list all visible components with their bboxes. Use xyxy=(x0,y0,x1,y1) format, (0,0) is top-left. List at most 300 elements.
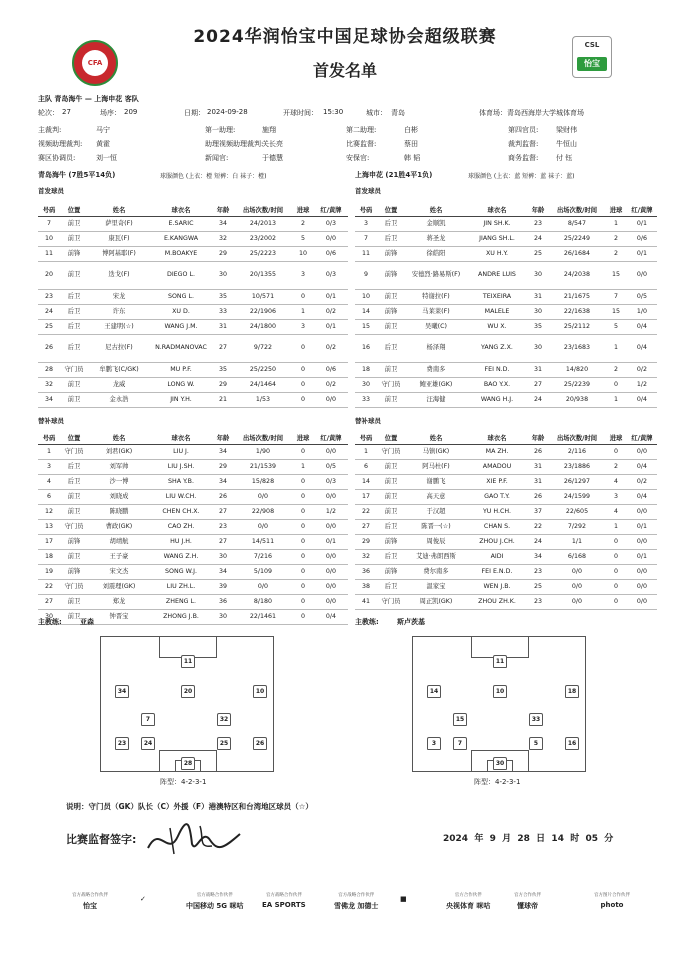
table-cell: 33 xyxy=(355,392,377,407)
table-cell: 34 xyxy=(38,392,60,407)
player-shirt: 33 xyxy=(529,713,543,726)
player-shirt: 30 xyxy=(493,757,507,770)
official-role: 商务监督: xyxy=(508,154,539,162)
table-cell: 守门员 xyxy=(60,444,88,459)
table-cell: 20/938 xyxy=(549,392,605,407)
official-role: 第一助理: xyxy=(205,126,236,134)
table-cell: BAO Y.X. xyxy=(467,377,527,392)
table-cell: 10 xyxy=(292,246,314,261)
player-shirt: 34 xyxy=(115,685,129,698)
table-cell: 杨泽翔 xyxy=(405,334,467,362)
table-cell: 0 xyxy=(292,549,314,564)
table-cell: 前卫 xyxy=(60,594,88,609)
signature-label: 比赛监督签字: xyxy=(66,833,137,846)
table-cell: 5 xyxy=(292,231,314,246)
table-cell: 2 xyxy=(605,459,627,474)
table-cell: 23 xyxy=(527,564,549,579)
table-cell: XIE P.F. xyxy=(467,474,527,489)
table-cell: 0/0 xyxy=(314,564,348,579)
table-cell: LONG W. xyxy=(150,377,212,392)
table-cell: 徐皓阳 xyxy=(405,246,467,261)
table-row xyxy=(355,564,657,579)
sponsor-logo xyxy=(594,892,630,909)
table-cell: 王建明(☆) xyxy=(88,319,150,334)
table-cell: 0 xyxy=(292,362,314,377)
table-cell: 29 xyxy=(355,534,377,549)
table-cell: 24/1599 xyxy=(549,489,605,504)
official-role: 第二助理: xyxy=(346,126,377,134)
sponsor-mark: photo xyxy=(600,901,624,909)
table-cell: 26 xyxy=(212,489,234,504)
table-cell: 23 xyxy=(527,594,549,609)
table-cell: 19 xyxy=(38,564,60,579)
table-cell: 金永浩 xyxy=(88,392,150,407)
table-cell: FEI N.D. xyxy=(467,362,527,377)
column-header: 号码 xyxy=(355,204,377,216)
table-row xyxy=(38,489,348,504)
table-cell: 5/109 xyxy=(234,564,292,579)
legend-note: 说明：守门员（GK）队长（C）外援（F）港澳特区和台湾地区球员（☆） xyxy=(66,802,313,811)
player-shirt: 16 xyxy=(565,737,579,750)
table-cell: 41 xyxy=(355,594,377,609)
column-header: 年龄 xyxy=(212,204,234,216)
table-cell: 0 xyxy=(292,564,314,579)
table-row xyxy=(38,594,348,609)
table-row xyxy=(38,246,348,261)
table-cell: 30 xyxy=(212,261,234,289)
table-row xyxy=(355,549,657,564)
column-header: 进球 xyxy=(292,432,314,444)
page-title: 2024华润怡宝中国足球协会超级联赛 xyxy=(193,27,497,47)
table-cell: 32 xyxy=(38,377,60,392)
table-cell: 前锋 xyxy=(377,304,405,319)
table-row xyxy=(38,459,348,474)
home-subs-table xyxy=(38,432,348,625)
official-name: 付 钰 xyxy=(556,154,573,162)
table-row xyxy=(355,579,657,594)
table-cell: 0 xyxy=(605,564,627,579)
table-cell: AIDI xyxy=(467,549,527,564)
table-cell: E.SARIC xyxy=(150,216,212,231)
table-cell: 30 xyxy=(527,334,549,362)
table-cell: 0/3 xyxy=(314,216,348,231)
column-header: 红/黄牌 xyxy=(314,204,348,216)
player-shirt: 15 xyxy=(453,713,467,726)
table-cell: 0/3 xyxy=(314,474,348,489)
table-cell: 28 xyxy=(38,362,60,377)
table-cell: 2 xyxy=(605,246,627,261)
table-cell: 0 xyxy=(292,444,314,459)
table-cell: 马镇(GK) xyxy=(405,444,467,459)
official-name: 关长亮 xyxy=(262,140,283,148)
table-cell: 0/0 xyxy=(627,594,657,609)
column-header: 球衣名 xyxy=(467,204,527,216)
table-cell: 胡靖航 xyxy=(88,534,150,549)
home-starters-label: 首发球员 xyxy=(38,187,64,195)
game-label: 场序： xyxy=(100,109,121,117)
table-cell: 宋龙 xyxy=(88,289,150,304)
table-cell: 20 xyxy=(38,261,60,289)
table-cell: 10 xyxy=(38,231,60,246)
sponsor-logo xyxy=(186,892,244,911)
sponsor-mark: ✓ xyxy=(140,895,146,903)
table-cell: 24/1800 xyxy=(234,319,292,334)
csl-logo xyxy=(572,36,612,78)
table-cell: 30 xyxy=(212,549,234,564)
player-shirt: 11 xyxy=(181,655,195,668)
table-cell: 0/0 xyxy=(314,231,348,246)
table-cell: 26/1684 xyxy=(549,246,605,261)
table-cell: 27 xyxy=(355,519,377,534)
table-cell: 刘军帅 xyxy=(88,459,150,474)
table-cell: 34 xyxy=(212,474,234,489)
table-cell: MALELE xyxy=(467,304,527,319)
table-cell: XU D. xyxy=(150,304,212,319)
table-cell: 0/2 xyxy=(627,362,657,377)
table-cell: 前卫 xyxy=(60,549,88,564)
table-cell: 30 xyxy=(527,261,549,289)
table-cell: 14 xyxy=(355,304,377,319)
table-row xyxy=(355,231,657,246)
table-cell: 3 xyxy=(38,459,60,474)
table-cell: 前卫 xyxy=(377,459,405,474)
away-starters-label: 首发球员 xyxy=(355,187,381,195)
sponsor-mark: 懂球帝 xyxy=(517,902,538,910)
table-cell: 艾迪·弗朗西斯 xyxy=(405,549,467,564)
table-cell: 1/2 xyxy=(314,504,348,519)
away-kit: 球服颜色 (上衣：蓝 短裤：蓝 袜子：蓝) xyxy=(468,173,575,180)
table-cell: 26 xyxy=(38,334,60,362)
table-cell: 0 xyxy=(292,392,314,407)
home-coach: 亚森 xyxy=(80,618,94,626)
table-cell: 前卫 xyxy=(377,489,405,504)
table-cell: 36 xyxy=(212,594,234,609)
table-cell: 前卫 xyxy=(377,289,405,304)
table-cell: 萨里奇(F) xyxy=(88,216,150,231)
table-cell: 0/0 xyxy=(549,594,605,609)
table-cell: 18 xyxy=(355,362,377,377)
table-cell: 后卫 xyxy=(377,549,405,564)
column-header: 红/黄牌 xyxy=(627,432,657,444)
table-cell: 0/2 xyxy=(314,377,348,392)
table-cell: 曹政(GK) xyxy=(88,519,150,534)
column-header: 号码 xyxy=(38,204,60,216)
table-cell: 1 xyxy=(605,216,627,231)
table-cell: 宋文杰 xyxy=(88,564,150,579)
table-cell: 1 xyxy=(38,444,60,459)
table-cell: ZHONG J.B. xyxy=(150,609,212,624)
table-cell: CHEN CH.X. xyxy=(150,504,212,519)
official-name: 牛恒山 xyxy=(556,140,577,148)
table-cell: 1 xyxy=(605,519,627,534)
table-cell: 0/0 xyxy=(627,444,657,459)
table-cell: 17 xyxy=(38,534,60,549)
table-cell: 23 xyxy=(212,519,234,534)
table-cell: 33 xyxy=(212,304,234,319)
table-cell: 7/216 xyxy=(234,549,292,564)
table-cell: 2/116 xyxy=(549,444,605,459)
table-cell: 34 xyxy=(212,564,234,579)
table-cell: 6/168 xyxy=(549,549,605,564)
table-cell: 22/1906 xyxy=(234,304,292,319)
table-cell: 前卫 xyxy=(60,609,88,624)
table-row xyxy=(38,579,348,594)
player-shirt: 18 xyxy=(565,685,579,698)
table-cell: JIANG SH.L. xyxy=(467,231,527,246)
player-shirt: 24 xyxy=(141,737,155,750)
table-cell: 0/0 xyxy=(314,549,348,564)
table-row xyxy=(355,319,657,334)
player-shirt: 11 xyxy=(493,655,507,668)
table-cell: 安德烈·路易斯(F) xyxy=(405,261,467,289)
table-cell: 20/1355 xyxy=(234,261,292,289)
table-cell: SONG L. xyxy=(150,289,212,304)
table-cell: 7 xyxy=(605,289,627,304)
table-cell: E.KANGWA xyxy=(150,231,212,246)
table-cell: 前锋 xyxy=(60,564,88,579)
table-cell: 15 xyxy=(605,304,627,319)
table-cell: 后卫 xyxy=(60,319,88,334)
table-cell: 1 xyxy=(292,459,314,474)
table-cell: 0 xyxy=(292,534,314,549)
table-cell: FEI E.N.D. xyxy=(467,564,527,579)
table-cell: 康瓦(F) xyxy=(88,231,150,246)
table-cell: 鲍亚雄(GK) xyxy=(405,377,467,392)
table-cell: 前锋 xyxy=(60,246,88,261)
table-cell: 12 xyxy=(38,504,60,519)
table-cell: 1 xyxy=(292,304,314,319)
table-cell: SONG W.J. xyxy=(150,564,212,579)
table-cell: 30 xyxy=(527,304,549,319)
table-cell: 刘君(GK) xyxy=(88,444,150,459)
table-cell: 13 xyxy=(38,519,60,534)
table-cell: 0 xyxy=(605,377,627,392)
city-value: 青岛 xyxy=(391,109,405,117)
table-cell: 后卫 xyxy=(60,289,88,304)
table-cell: 36 xyxy=(355,564,377,579)
sponsor-logo xyxy=(262,892,306,909)
table-cell: 0/0 xyxy=(234,519,292,534)
table-row xyxy=(355,474,657,489)
table-cell: 0/5 xyxy=(314,459,348,474)
official-role: 主裁判: xyxy=(38,126,62,134)
table-cell: 守门员 xyxy=(60,579,88,594)
official-name: 黄霍 xyxy=(96,140,110,148)
table-cell: 23/2002 xyxy=(234,231,292,246)
table-cell: 尼古拉(F) xyxy=(88,334,150,362)
official-name: 韩 韬 xyxy=(404,154,421,162)
table-cell: 0 xyxy=(292,504,314,519)
table-cell: 26 xyxy=(527,444,549,459)
table-cell: WANG J.M. xyxy=(150,319,212,334)
table-row xyxy=(38,231,348,246)
table-row xyxy=(38,549,348,564)
table-cell: 22 xyxy=(355,504,377,519)
table-cell: 5 xyxy=(605,319,627,334)
table-cell: 24/2038 xyxy=(549,261,605,289)
table-cell: LIU J. xyxy=(150,444,212,459)
official-role: 新闻官: xyxy=(205,154,229,162)
table-cell: 24 xyxy=(527,534,549,549)
table-cell: 1/0 xyxy=(627,304,657,319)
table-cell: 0/6 xyxy=(627,231,657,246)
away-coach-label: 主教练: xyxy=(355,618,379,626)
table-row xyxy=(355,594,657,609)
table-cell: 24 xyxy=(527,231,549,246)
table-row xyxy=(38,504,348,519)
table-cell: 30 xyxy=(355,377,377,392)
sponsor-mark: EA SPORTS xyxy=(262,901,306,909)
table-cell: 4 xyxy=(605,474,627,489)
table-cell: 1/1 xyxy=(549,534,605,549)
table-row xyxy=(355,459,657,474)
table-cell: 2 xyxy=(605,362,627,377)
home-coach-label: 主教练: xyxy=(38,618,62,626)
column-header: 位置 xyxy=(60,432,88,444)
table-cell: 15 xyxy=(355,319,377,334)
column-header: 姓名 xyxy=(405,432,467,444)
table-cell: 4 xyxy=(605,504,627,519)
table-cell: 29 xyxy=(212,377,234,392)
column-header: 进球 xyxy=(292,204,314,216)
table-row xyxy=(38,289,348,304)
table-row xyxy=(38,304,348,319)
table-cell: 25/2249 xyxy=(549,231,605,246)
date-label: 日期： xyxy=(184,109,205,117)
table-cell: 30 xyxy=(212,609,234,624)
table-cell: 陈晓鹏 xyxy=(88,504,150,519)
table-cell: 35 xyxy=(212,362,234,377)
column-header: 出场次数/时间 xyxy=(234,204,292,216)
table-cell: 0 xyxy=(605,594,627,609)
table-cell: 32 xyxy=(355,549,377,564)
csl-badge: 怡宝 xyxy=(577,57,607,71)
home-formation: 阵型：4-2-3-1 xyxy=(160,778,207,786)
player-shirt: 10 xyxy=(253,685,267,698)
table-cell: 0/0 xyxy=(627,534,657,549)
table-cell: 0 xyxy=(605,444,627,459)
table-cell: 8/180 xyxy=(234,594,292,609)
table-row xyxy=(38,377,348,392)
column-header: 年龄 xyxy=(527,432,549,444)
table-cell: 后卫 xyxy=(60,459,88,474)
table-cell: 守门员 xyxy=(377,377,405,392)
column-header: 红/黄牌 xyxy=(314,432,348,444)
column-header: 球衣名 xyxy=(150,432,212,444)
away-formation: 阵型：4-2-3-1 xyxy=(474,778,521,786)
table-cell: 22 xyxy=(38,579,60,594)
table-cell: WANG H.J. xyxy=(467,392,527,407)
table-cell: 0/0 xyxy=(314,594,348,609)
home-kit: 球服颜色 (上衣：橙 短裤：白 袜子：橙) xyxy=(160,173,267,180)
table-cell: 7 xyxy=(38,216,60,231)
table-cell: 14/820 xyxy=(549,362,605,377)
table-cell: 37 xyxy=(527,504,549,519)
table-cell: JIN SH.K. xyxy=(467,216,527,231)
table-cell: 0/0 xyxy=(234,579,292,594)
table-cell: XU H.Y. xyxy=(467,246,527,261)
table-cell: 钟晋宝 xyxy=(88,609,150,624)
table-cell: 前卫 xyxy=(60,392,88,407)
table-cell: 34 xyxy=(212,216,234,231)
table-cell: 25/2239 xyxy=(549,377,605,392)
table-cell: M.BOAKYE xyxy=(150,246,212,261)
csl-logo-text: CSL xyxy=(584,41,600,49)
table-cell: 后卫 xyxy=(377,519,405,534)
table-row xyxy=(355,519,657,534)
table-cell: 25/2250 xyxy=(234,362,292,377)
table-cell: 22/908 xyxy=(234,504,292,519)
official-role: 安保官: xyxy=(346,154,370,162)
table-cell: 15/828 xyxy=(234,474,292,489)
sponsor-logo xyxy=(514,892,541,911)
table-cell: 3 xyxy=(355,216,377,231)
table-cell: 1 xyxy=(605,392,627,407)
table-cell: 2 xyxy=(292,216,314,231)
player-shirt: 14 xyxy=(427,685,441,698)
table-cell: 32 xyxy=(212,231,234,246)
table-row xyxy=(38,319,348,334)
table-header-row xyxy=(38,432,348,444)
table-row xyxy=(355,504,657,519)
table-row xyxy=(355,489,657,504)
official-name: 施翔 xyxy=(262,126,276,134)
table-cell: 22/605 xyxy=(549,504,605,519)
table-cell: 后卫 xyxy=(60,474,88,489)
table-cell: JIN Y.H. xyxy=(150,392,212,407)
table-cell: 博阿基耶(F) xyxy=(88,246,150,261)
table-cell: 0/6 xyxy=(314,246,348,261)
player-shirt: 3 xyxy=(427,737,441,750)
table-cell: 35 xyxy=(527,319,549,334)
table-cell: 0/1 xyxy=(314,534,348,549)
official-name: 梁财伟 xyxy=(556,126,577,134)
table-cell: 沙一博 xyxy=(88,474,150,489)
table-cell: 27 xyxy=(212,504,234,519)
table-cell: 4 xyxy=(38,474,60,489)
column-header: 位置 xyxy=(377,204,405,216)
table-row xyxy=(355,334,657,362)
date-value: 2024-09-28 xyxy=(207,108,248,116)
table-cell: ANDRE LUIS xyxy=(467,261,527,289)
player-shirt: 7 xyxy=(141,713,155,726)
table-cell: WEN J.B. xyxy=(467,579,527,594)
table-cell: 许东 xyxy=(88,304,150,319)
table-cell: 0/4 xyxy=(627,392,657,407)
game-value: 209 xyxy=(124,108,138,116)
table-cell: 21 xyxy=(212,392,234,407)
table-row xyxy=(355,444,657,459)
table-row xyxy=(38,564,348,579)
table-cell: 王子豪 xyxy=(88,549,150,564)
table-cell: 17 xyxy=(355,489,377,504)
table-cell: 10 xyxy=(355,289,377,304)
table-cell: 23/1683 xyxy=(549,334,605,362)
table-cell: 陈晋一(☆) xyxy=(405,519,467,534)
table-cell: 0/1 xyxy=(314,319,348,334)
column-header: 姓名 xyxy=(88,432,150,444)
table-row xyxy=(355,392,657,407)
table-cell: 1/53 xyxy=(234,392,292,407)
table-row xyxy=(38,334,348,362)
column-header: 姓名 xyxy=(88,204,150,216)
table-cell: 守门员 xyxy=(377,594,405,609)
table-cell: 0/1 xyxy=(627,246,657,261)
home-pitch xyxy=(100,636,274,772)
table-cell: 前卫 xyxy=(60,216,88,231)
table-header-row xyxy=(355,204,657,216)
away-starters-table xyxy=(355,204,657,408)
